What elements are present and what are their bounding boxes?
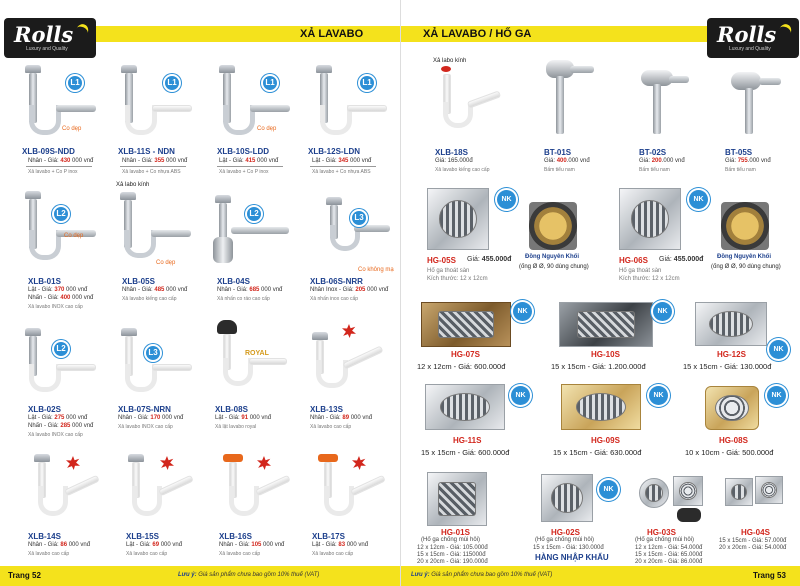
type-badge: L1 <box>358 74 376 92</box>
product-code: XLB-14S <box>28 532 61 541</box>
floor-drain-grate-icon <box>725 478 753 506</box>
drain-arm <box>342 345 383 369</box>
product-size: Kích thước: 12 x 12cm <box>427 276 488 282</box>
product-card[interactable] <box>14 320 109 445</box>
drain-cap-icon <box>326 197 342 205</box>
drain-cap-icon <box>312 332 328 340</box>
page-number: Trang 53 <box>753 571 786 580</box>
drain-cap-icon <box>120 192 136 200</box>
drain-arm <box>56 364 96 371</box>
price-value: 400 <box>60 295 71 301</box>
price-value: 91 <box>241 415 249 421</box>
drain-arm <box>347 105 387 112</box>
p-trap-pipe-icon <box>324 486 354 516</box>
drain-cap-icon <box>121 65 137 73</box>
price-label: Lật - Giá: <box>215 415 240 421</box>
product-code: BT-05S <box>725 148 753 157</box>
product-code: BT-01S <box>544 148 572 157</box>
price-label: Nhân - Giá: <box>217 287 248 293</box>
product-desc: Xả lavabo cao cấp <box>219 551 261 557</box>
product-card[interactable] <box>633 470 717 566</box>
price-unit: 000 vnđ <box>162 415 184 421</box>
section-title: XẢ LAVABO / HỐ GA <box>423 28 532 40</box>
drain-arm <box>56 105 96 112</box>
product-desc: Xả lavabo cao cấp <box>28 551 70 557</box>
price-value: 455.000đ <box>673 256 704 263</box>
brand-wordmark: Rolls <box>717 22 777 47</box>
new-star-icon <box>352 456 366 470</box>
annotation: Co dẹp <box>156 260 176 266</box>
price-value: 755 <box>737 158 748 164</box>
drain-cap-icon <box>25 191 41 199</box>
drain-cap-icon <box>223 454 243 462</box>
drain-arm <box>255 475 291 497</box>
product-code: BT-02S <box>639 148 667 157</box>
product-sub: (Hố ga chống mùi hôi) <box>421 537 481 543</box>
floor-drain-grate-icon <box>673 476 703 506</box>
product-card[interactable] <box>205 60 300 180</box>
price-value: 485 <box>154 287 165 293</box>
product-card[interactable] <box>427 56 522 181</box>
product-card[interactable] <box>545 300 677 378</box>
price-label: Lật - Giá: <box>28 287 53 293</box>
product-card[interactable] <box>205 185 300 315</box>
price-label: Lật - Giá: <box>312 158 337 164</box>
seal-title: Đồng Nguyên Khối <box>717 254 771 260</box>
product-card[interactable] <box>302 320 397 445</box>
price-value: 685 <box>249 287 260 293</box>
product-desc: Xả nhấn co ráo cao cấp <box>217 296 270 302</box>
product-code: XLB-17S <box>312 532 345 541</box>
new-star-icon <box>66 456 80 470</box>
product-desc: Xả lavabo INOX cao cấp <box>28 304 83 310</box>
price-label: Nhân Inox - Giá: <box>310 287 354 293</box>
type-badge: L2 <box>245 205 263 223</box>
new-star-icon <box>160 456 174 470</box>
product-desc: Bấm tiểu nam <box>544 167 575 173</box>
product-desc: Xả lavabo + Co P inox <box>219 169 269 175</box>
product-code: XLB-05S <box>122 277 155 286</box>
product-card[interactable] <box>681 382 799 466</box>
p-trap-pipe-icon <box>38 486 68 516</box>
product-code: HG-11S <box>453 436 482 445</box>
divider <box>310 166 376 167</box>
price-value: 285 <box>60 423 71 429</box>
footer-note: Giá sản phẩm chưa bao gồm 10% thuế (VAT) <box>431 572 553 578</box>
price-value: 400 <box>556 158 567 164</box>
product-code: XLB-09S-NDD <box>22 147 75 156</box>
type-badge: L2 <box>52 205 70 223</box>
price-value: 345 <box>338 158 349 164</box>
floor-drain-grate-icon <box>421 302 511 347</box>
annotation: Co dẹp <box>64 233 84 239</box>
flush-lever <box>759 78 781 85</box>
floor-drain-grate-icon <box>755 476 783 504</box>
price-unit: 000 vnđ <box>72 423 94 429</box>
nk-badge: NK <box>653 302 672 321</box>
flush-pipe <box>556 76 564 134</box>
annotation: Xả labo kính <box>116 182 150 188</box>
product-card[interactable] <box>536 56 621 181</box>
catalog-page-right <box>400 0 800 586</box>
price-value: 170 <box>150 415 161 421</box>
price-label: Nhân - Giá: <box>122 287 153 293</box>
price-unit: 000 vnđ <box>367 287 389 293</box>
floor-drain-grate-icon <box>705 386 759 430</box>
drain-cap-icon <box>217 320 237 334</box>
brand-logo <box>707 18 799 58</box>
product-card[interactable] <box>108 180 203 315</box>
price-value: 205 <box>355 287 366 293</box>
product-code: XLB-10S-LDD <box>217 147 270 156</box>
price-label: Nhân - Giá: <box>310 415 341 421</box>
bottle-trap-icon <box>213 237 233 263</box>
floor-drain-grate-icon <box>427 472 487 526</box>
product-card[interactable] <box>631 56 716 181</box>
product-desc: Xả lavabo cao cấp <box>312 551 354 557</box>
drain-cap-icon <box>316 65 332 73</box>
footer-note: Giá sản phẩm chưa bao gồm 10% thuế (VAT) <box>198 572 320 578</box>
size-price: 15 x 15cm - Giá: 630.000đ <box>553 448 642 457</box>
product-desc: Xả lật lavabo royal <box>215 424 257 430</box>
price-value: 355 <box>154 158 165 164</box>
product-code: HG-07S <box>451 350 480 359</box>
price-unit: 000 vnđ <box>66 415 88 421</box>
product-card[interactable] <box>529 470 629 566</box>
red-marker-icon <box>441 66 451 72</box>
size-price: 12 x 12cm - Giá: 105.000đ <box>417 545 488 551</box>
imported-label: HÀNG NHẬP KHẨU <box>535 553 609 562</box>
price-label: Nhấn - Giá: <box>28 295 59 301</box>
product-code: XLB-07S-NRN <box>118 405 171 414</box>
annotation: Co không mạ <box>358 267 394 273</box>
product-code: HG-03S <box>647 528 676 537</box>
price-unit: 000 vnđ <box>249 415 272 421</box>
size-price: 12 x 12cm - Giá: 54.000đ <box>635 545 703 551</box>
product-desc: Bấm tiểu nam <box>639 167 670 173</box>
price-label: Nhân - Giá: <box>28 542 59 548</box>
product-card[interactable] <box>302 60 397 180</box>
product-sub: (Hố ga chống mùi hôi) <box>635 537 695 543</box>
product-code: HG-05S <box>427 256 456 265</box>
price-unit: 000 vnđ <box>72 295 94 301</box>
floor-drain-grate-icon <box>619 188 681 250</box>
size-price: 20 x 20cm - Giá: 54.000đ <box>719 545 787 551</box>
product-desc: Xả nhấn inox cao cấp <box>310 296 359 302</box>
drain-cap-icon <box>34 454 50 462</box>
royal-label: ROYAL <box>245 350 269 357</box>
price-value: 69 <box>152 542 160 548</box>
p-trap-pipe-icon <box>229 486 259 516</box>
annotation: Co dẹp <box>62 126 82 132</box>
drain-arm <box>64 475 100 497</box>
product-desc: Xả lavabo + Co nhựa ABS <box>312 169 371 175</box>
drain-cap-icon <box>318 454 338 462</box>
flush-lever <box>570 66 594 73</box>
drain-arm <box>151 230 191 237</box>
brass-seal-icon <box>529 202 577 250</box>
size-price: 15 x 15cm - Giá: 115000đ <box>417 552 486 558</box>
price-unit: 000 vnđ <box>72 158 94 164</box>
price-unit: .000 vnđ <box>747 158 771 164</box>
price-label: Giá: <box>467 256 480 263</box>
size-price: 20 x 20cm - Giá: 86.000đ <box>635 559 703 565</box>
divider <box>217 166 283 167</box>
p-trap-pipe-icon <box>132 486 162 516</box>
price-unit: 000 vnđ <box>350 158 372 164</box>
floor-drain-grate-icon <box>541 474 593 522</box>
product-desc: Xả lavabo INOX cao cấp <box>118 424 173 430</box>
annotation: Co dẹp <box>257 126 277 132</box>
product-code: HG-06S <box>619 256 648 265</box>
footer-note-lead: Lưu ý: <box>411 572 430 578</box>
product-desc: Xả lavabo cao cấp <box>126 551 168 557</box>
drain-cap-icon <box>219 65 235 73</box>
type-badge: L2 <box>52 340 70 358</box>
brand-tagline: Luxury and Quality <box>26 46 68 52</box>
price-label: Lật - Giá: <box>126 542 151 548</box>
seal-title: Đồng Nguyên Khối <box>525 254 579 260</box>
size-price: 15 x 15cm - Giá: 65.000đ <box>635 552 703 558</box>
product-desc: Xả lavabo kiếng cao cấp <box>122 296 177 302</box>
price-unit: 000 vnđ <box>257 158 279 164</box>
price-unit: 000 vnđ <box>263 542 285 548</box>
product-card[interactable] <box>14 448 109 566</box>
product-card[interactable] <box>14 185 109 315</box>
product-code: XLB-11S - NDN <box>118 147 175 156</box>
product-code: HG-01S <box>441 528 470 537</box>
nk-badge: NK <box>599 480 618 499</box>
drain-cap-icon <box>215 195 231 203</box>
flush-lever <box>669 76 689 83</box>
product-sub: (Hố ga chống mùi hôi) <box>535 537 595 543</box>
product-card[interactable] <box>14 60 109 180</box>
product-desc: Xả lavabo + Co nhựa ABS <box>122 169 181 175</box>
drain-cap-icon <box>25 328 41 336</box>
product-desc: Hố ga thoát sàn <box>619 268 662 274</box>
logo-swoosh-icon <box>777 22 794 40</box>
size-price: 15 x 15cm - Giá: 600.000đ <box>421 448 510 457</box>
price-label: Nhân - Giá: <box>28 158 59 164</box>
product-card[interactable] <box>108 448 203 566</box>
nk-badge: NK <box>513 302 532 321</box>
price-label: Lật - Giá: <box>28 415 53 421</box>
flush-pipe <box>745 88 753 134</box>
type-badge: L3 <box>144 344 162 362</box>
brand-tagline: Luxury and Quality <box>729 46 771 52</box>
seal-sub: (ống Ø Ø, 90 dùng chung) <box>711 264 781 270</box>
drain-arm <box>249 358 287 365</box>
price-label: Giá: <box>725 158 737 164</box>
price-label: Giá: <box>544 158 556 164</box>
type-badge: L1 <box>261 74 279 92</box>
price-label: Giá: 165.000đ <box>435 158 473 164</box>
price-value: 415 <box>245 158 256 164</box>
drain-cup-icon <box>677 508 701 522</box>
price-unit: 000 vnđ <box>346 542 369 548</box>
product-card[interactable] <box>681 300 799 378</box>
price-value: 200 <box>651 158 662 164</box>
flush-pipe <box>653 84 661 134</box>
price-unit: 000 vnđ <box>166 158 188 164</box>
size-price: 15 x 15cm - Giá: 1.200.000đ <box>551 362 646 371</box>
brand-logo <box>4 18 96 58</box>
product-code: XLB-16S <box>219 532 252 541</box>
price-value: 89 <box>342 415 350 421</box>
price-unit: 000 vnđ <box>261 287 283 293</box>
price-unit: 000 vnđ <box>68 542 91 548</box>
nk-badge: NK <box>769 340 788 359</box>
product-card[interactable] <box>719 470 799 566</box>
product-card[interactable] <box>617 186 799 296</box>
size-price: 15 x 15cm - Giá: 57.000đ <box>719 538 787 544</box>
page-number: Trang 52 <box>8 571 41 580</box>
type-badge: L1 <box>66 74 84 92</box>
price-value: 455.000đ <box>481 256 512 263</box>
nk-badge: NK <box>767 386 786 405</box>
product-card[interactable] <box>719 56 799 181</box>
product-card[interactable] <box>413 300 541 378</box>
price-label: Lật - Giá: <box>312 542 337 548</box>
product-desc: Hố ga thoát sàn <box>427 268 470 274</box>
price-label: Nhấn - Giá: <box>28 423 59 429</box>
product-code: XLB-02S <box>28 405 61 414</box>
price-label: Giá: <box>639 158 651 164</box>
nk-badge: NK <box>511 386 530 405</box>
price-unit: 000 vnđ <box>166 287 188 293</box>
size-price: 15 x 15cm - Giá: 130.000đ <box>683 362 772 371</box>
product-code: XLB-15S <box>126 532 159 541</box>
drain-arm <box>250 105 290 112</box>
new-star-icon <box>342 324 356 338</box>
type-badge: L3 <box>350 209 368 227</box>
price-unit: .000 vnđ <box>566 158 590 164</box>
price-value: 275 <box>54 415 65 421</box>
product-code: HG-09S <box>591 436 620 445</box>
size-price: 12 x 12cm - Giá: 600.000đ <box>417 362 506 371</box>
brass-seal-icon <box>721 202 769 250</box>
nk-badge: NK <box>649 386 668 405</box>
price-label: Giá: <box>659 256 672 263</box>
divider <box>120 166 186 167</box>
price-unit: 000 vnđ <box>66 287 88 293</box>
product-desc: Xả lavabo + Co P inox <box>28 169 78 175</box>
product-code: HG-02S <box>551 528 580 537</box>
annotation: Xả labo kính <box>433 58 467 64</box>
drain-cap-icon <box>25 65 41 73</box>
floor-drain-grate-icon <box>559 302 653 347</box>
page-footer <box>401 566 800 586</box>
new-star-icon <box>257 456 271 470</box>
logo-swoosh-icon <box>74 22 91 40</box>
product-card[interactable] <box>302 185 397 315</box>
product-code: XLB-18S <box>435 148 468 157</box>
product-card[interactable] <box>205 318 300 445</box>
price-value: 83 <box>338 542 346 548</box>
product-code: HG-10S <box>591 350 620 359</box>
drain-arm <box>158 475 194 497</box>
floor-drain-grate-icon <box>427 188 489 250</box>
drain-cap-icon <box>121 328 137 336</box>
drain-stem <box>219 203 227 241</box>
product-code: XLB-13S <box>310 405 343 414</box>
product-code: XLB-04S <box>217 277 250 286</box>
product-card[interactable] <box>545 382 677 466</box>
drain-arm <box>152 364 192 371</box>
price-unit: .000 vnđ <box>661 158 685 164</box>
product-code: XLB-06S-NRR <box>310 277 363 286</box>
product-desc: Xả lavabo kiếng cao cấp <box>435 167 490 173</box>
product-code: XLB-12S-LDN <box>308 147 361 156</box>
product-card[interactable] <box>413 470 525 566</box>
drain-arm <box>467 90 501 108</box>
price-unit: 000 vnđ <box>160 542 183 548</box>
product-card[interactable] <box>205 448 300 566</box>
drain-arm <box>350 475 386 497</box>
product-desc: Bấm tiểu nam <box>725 167 756 173</box>
floor-drain-grate-icon <box>695 302 767 346</box>
divider <box>26 166 92 167</box>
product-desc: Xả lavabo INOX cao cấp <box>28 432 83 438</box>
product-card[interactable] <box>302 448 397 566</box>
floor-drain-grate-icon <box>425 384 505 430</box>
price-value: 86 <box>60 542 68 548</box>
product-card[interactable] <box>108 60 203 180</box>
drain-arm <box>231 227 289 234</box>
price-value: 105 <box>251 542 262 548</box>
floor-drain-grate-icon <box>639 478 669 508</box>
type-badge: L1 <box>163 74 181 92</box>
size-price: 15 x 15cm - Giá: 130.000đ <box>533 545 604 551</box>
product-card[interactable] <box>425 186 605 296</box>
product-code: HG-12S <box>717 350 746 359</box>
floor-drain-grate-icon <box>561 384 641 430</box>
price-label: Nhân - Giá: <box>219 542 250 548</box>
product-size: Kích thước: 12 x 12cm <box>619 276 680 282</box>
price-value: 430 <box>60 158 71 164</box>
section-title: XẢ LAVABO <box>300 28 364 40</box>
price-label: Nhân - Giá: <box>122 158 153 164</box>
price-label: Nhân - Giá: <box>118 415 149 421</box>
product-card[interactable] <box>413 382 541 466</box>
size-price: 10 x 10cm - Giá: 500.000đ <box>685 448 774 457</box>
page-footer <box>0 566 400 586</box>
nk-badge: NK <box>689 190 708 209</box>
footer-note-lead: Lưu ý: <box>178 572 197 578</box>
product-desc: Xả lavabo cao cấp <box>310 424 352 430</box>
product-code: XLB-08S <box>215 405 248 414</box>
brand-wordmark: Rolls <box>14 22 74 47</box>
product-card[interactable] <box>108 320 203 445</box>
price-unit: 000 vnđ <box>350 415 373 421</box>
nk-badge: NK <box>497 190 516 209</box>
drain-arm <box>152 105 192 112</box>
size-price: 20 x 20cm - Giá: 190.000đ <box>417 559 488 565</box>
drain-cap-icon <box>128 454 144 462</box>
price-value: 370 <box>54 287 65 293</box>
product-code: HG-04S <box>741 528 770 537</box>
product-code: HG-08S <box>719 436 748 445</box>
seal-sub: (ống Ø Ø, 90 dùng chung) <box>519 264 589 270</box>
product-code: XLB-01S <box>28 277 61 286</box>
price-label: Lật - Giá: <box>219 158 244 164</box>
